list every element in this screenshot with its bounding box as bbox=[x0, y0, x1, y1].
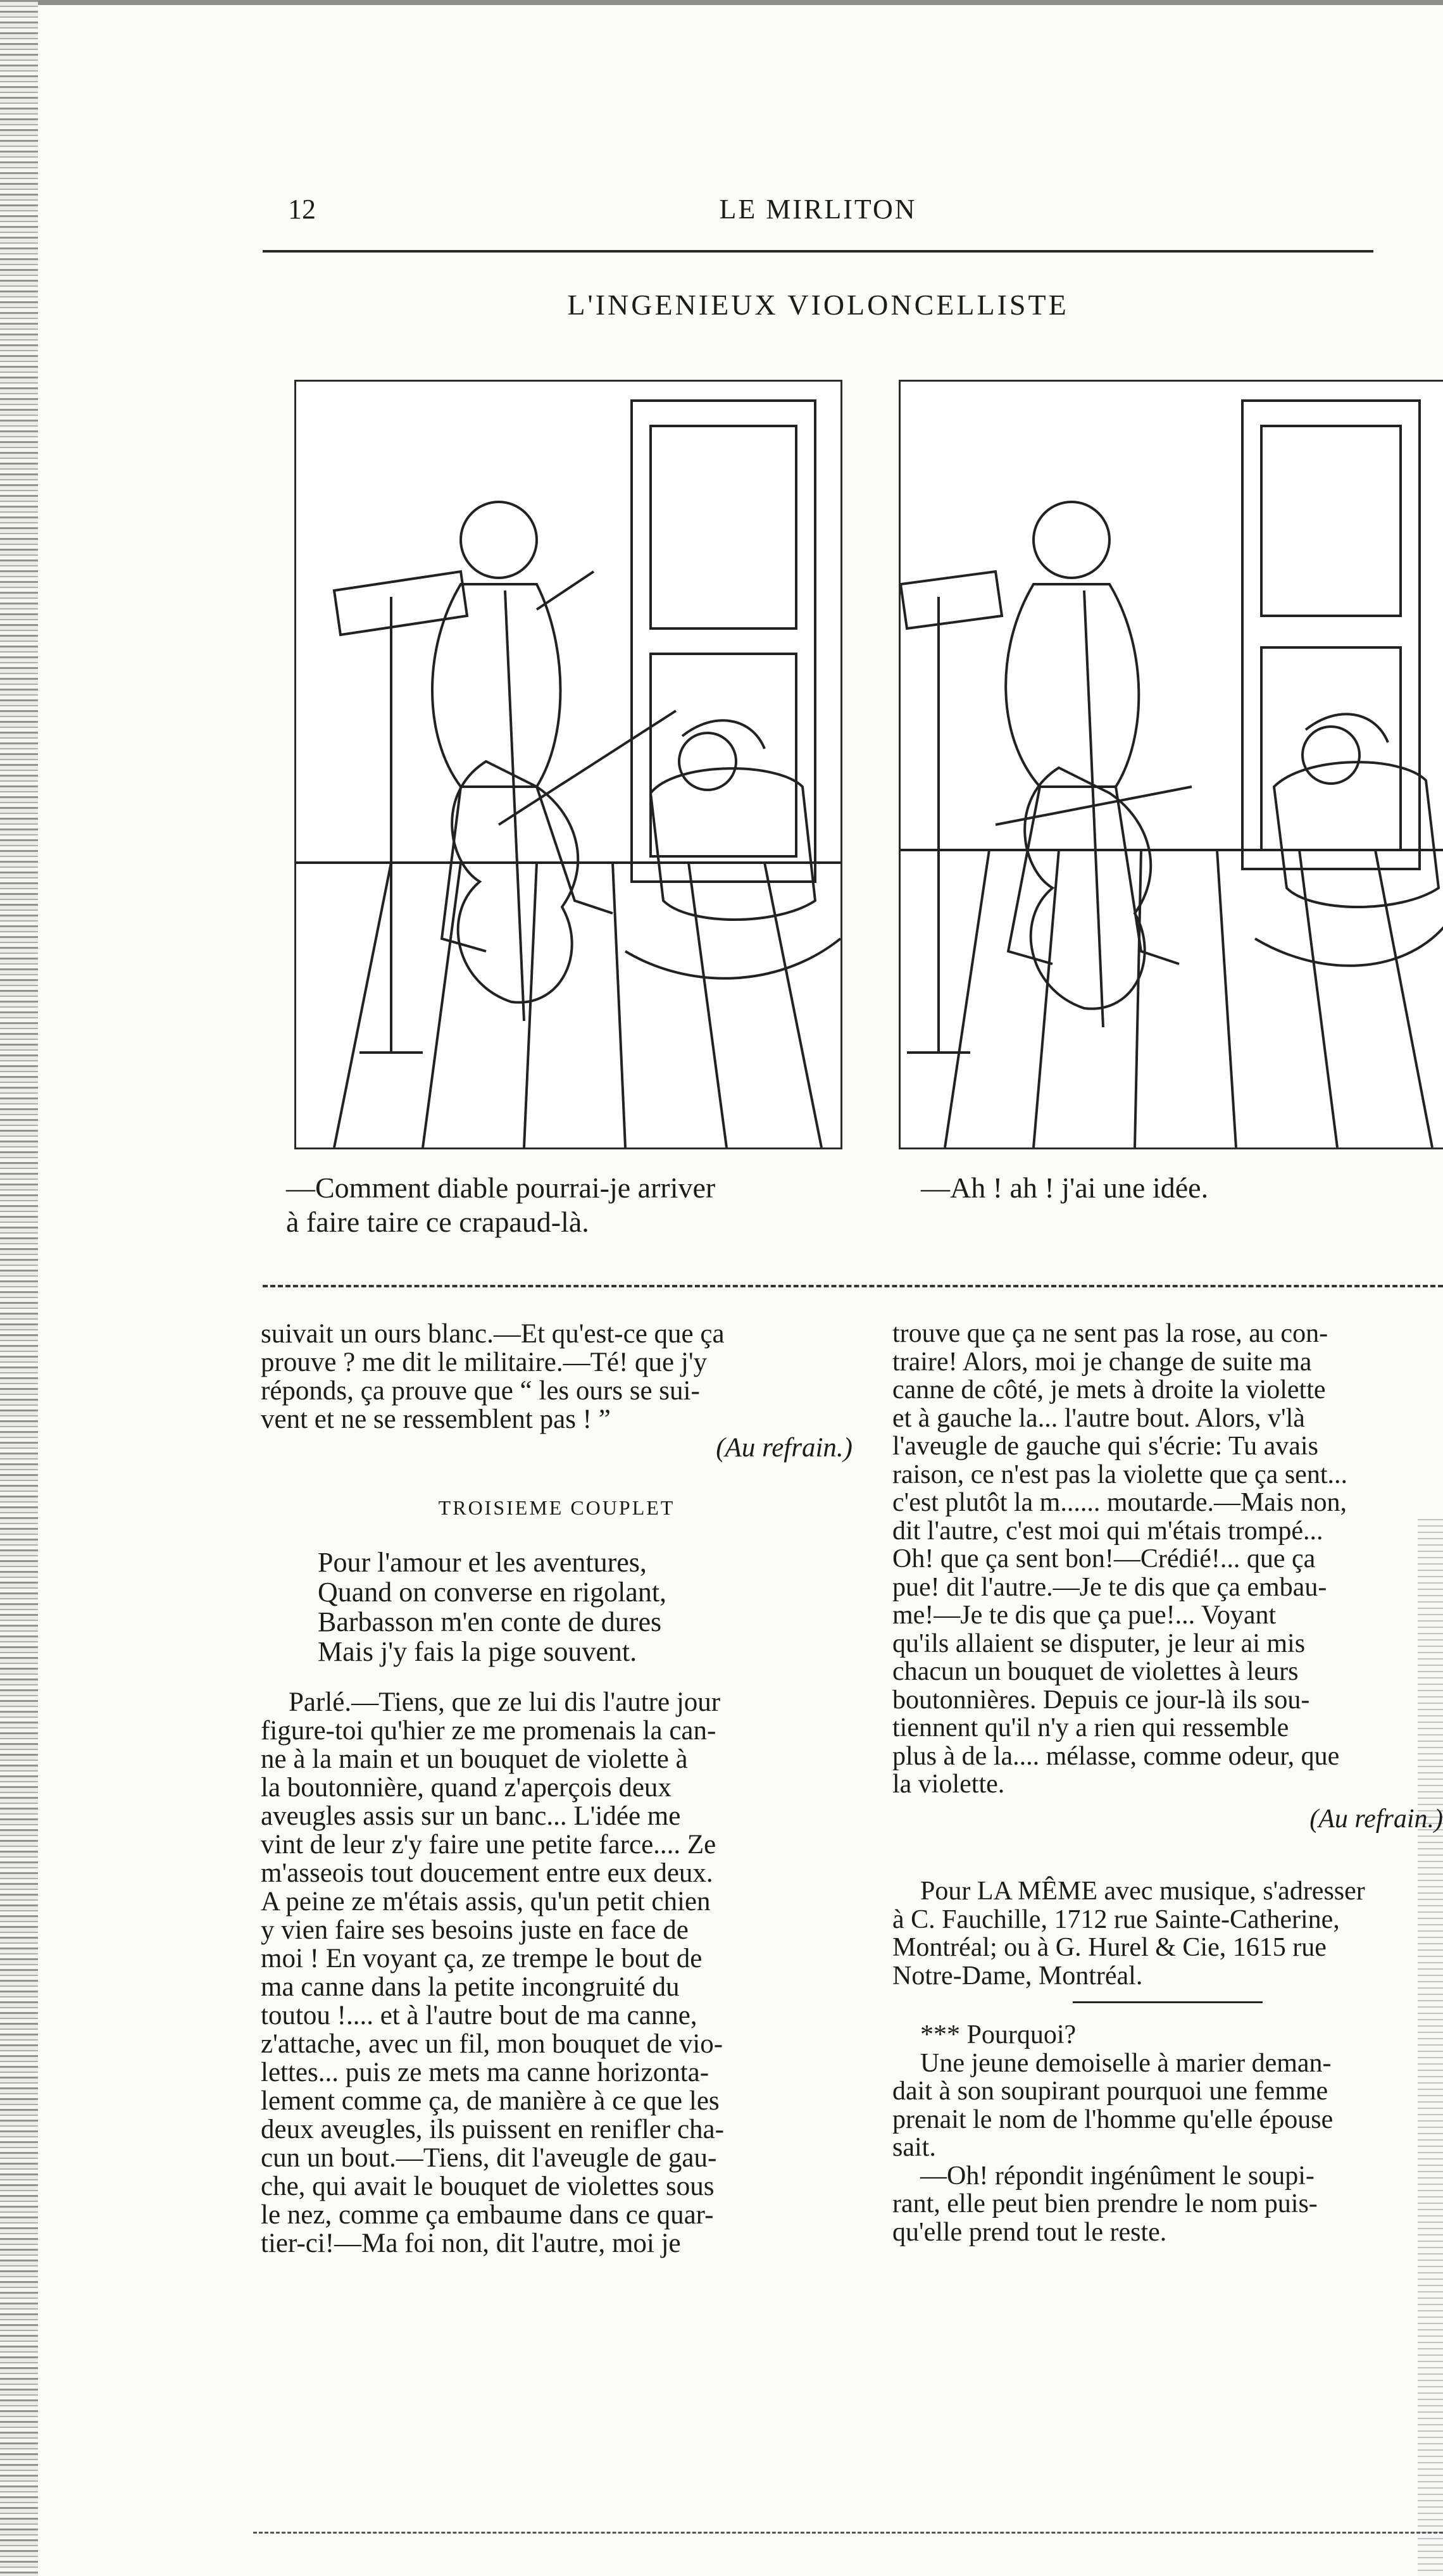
text-line: raison, ce n'est pas la violette que ça sent... bbox=[892, 1460, 1347, 1489]
small-divider bbox=[1073, 2001, 1263, 2003]
verse-line: Barbasson m'en conte de dures bbox=[318, 1606, 662, 1637]
section-heading: TROISIEME COUPLET bbox=[438, 1496, 675, 1519]
notice-line: à C. Fauchille, 1712 rue Sainte-Catherine, bbox=[892, 1904, 1340, 1934]
notice-line: Notre-Dame, Montréal. bbox=[892, 1961, 1143, 1991]
text-column-right bbox=[892, 1320, 1443, 2246]
text-line: lettes... puis ze mets ma canne horizonta- bbox=[261, 2058, 709, 2087]
text-line: trouve que ça ne sent pas la rose, au con- bbox=[892, 1319, 1328, 1348]
text-line: y vien faire ses besoins juste en face de bbox=[261, 1915, 689, 1945]
text-line: tiennent qu'il n'y a rien qui ressemble bbox=[892, 1713, 1289, 1742]
caption-line: —Ah ! ah ! j'ai une idée. bbox=[921, 1172, 1209, 1204]
text-line: canne de côté, je mets à droite la violette bbox=[892, 1375, 1326, 1404]
text-line: deux aveugles, ils puissent en renifler cha- bbox=[261, 2115, 724, 2144]
verse bbox=[261, 1547, 853, 1666]
spacer bbox=[892, 1833, 1443, 1877]
text-line: qu'ils allaient se disputer, je leur ai mis bbox=[892, 1629, 1306, 1658]
text-line: prouve ? me dit le militaire.—Té! que j'y bbox=[261, 1347, 708, 1377]
joke-title: *** Pourquoi? bbox=[920, 2020, 1077, 2049]
text-line: dit l'autre, c'est moi qui m'étais trompé... bbox=[892, 1516, 1323, 1546]
text-line: c'est plutôt la m...... moutarde.—Mais non, bbox=[892, 1488, 1347, 1517]
text-line: m'asseois tout doucement entre eux deux. bbox=[261, 1858, 713, 1888]
caption-right bbox=[921, 1171, 1427, 1205]
text-line: moi ! En voyant ça, ze trempe le bout de bbox=[261, 1944, 703, 1973]
refrain-note: (Au refrain.) bbox=[1309, 1804, 1443, 1834]
text-line: vent et ne se ressemblent pas ! ” bbox=[261, 1404, 611, 1434]
text-line: ma canne dans la petite incongruité du bbox=[261, 1972, 680, 2002]
notice-line: Montréal; ou à G. Hurel & Cie, 1615 rue bbox=[892, 1933, 1327, 1962]
spacer bbox=[261, 1666, 853, 1688]
text-line: figure-toi qu'hier ze me promenais la can- bbox=[261, 1716, 716, 1746]
text-line: aveugles assis sur un banc... L'idée me bbox=[261, 1801, 681, 1831]
text-line: l'aveugle de gauche qui s'écrie: Tu avais bbox=[892, 1432, 1318, 1461]
illustration-right bbox=[899, 380, 1443, 1149]
text-line: Oh! que ça sent bon!—Crédié!... que ça bbox=[892, 1544, 1316, 1573]
page-edge-left bbox=[0, 0, 38, 2576]
page-number: 12 bbox=[288, 194, 316, 225]
verse-line: Mais j'y fais la pige souvent. bbox=[318, 1636, 637, 1667]
bottom-divider bbox=[253, 2532, 1443, 2534]
illustration-left bbox=[294, 380, 842, 1149]
header-rule bbox=[263, 250, 1373, 253]
text-line: vint de leur z'y faire une petite farce.... Ze bbox=[261, 1830, 716, 1860]
text-line: cun un bout.—Tiens, dit l'aveugle de gau- bbox=[261, 2143, 717, 2173]
notice-line: Pour LA MÊME avec musique, s'adresser bbox=[920, 1877, 1365, 1906]
text-line: A peine ze m'étais assis, qu'un petit chien bbox=[261, 1887, 711, 1916]
section-divider bbox=[263, 1285, 1443, 1287]
text-line: che, qui avait le bouquet de violettes sous bbox=[261, 2172, 715, 2201]
verse-line: Pour l'amour et les aventures, bbox=[318, 1547, 647, 1578]
caption-left bbox=[286, 1171, 856, 1239]
joke-line: prenait le nom de l'homme qu'elle épouse bbox=[892, 2104, 1334, 2134]
text-line: ne à la main et un bouquet de violette à bbox=[261, 1744, 688, 1774]
text-line: z'attache, avec un fil, mon bouquet de vio- bbox=[261, 2029, 723, 2059]
text-line: pue! dit l'autre.—Je te dis que ça embau- bbox=[892, 1572, 1327, 1602]
joke-line: Une jeune demoiselle à marier deman- bbox=[920, 2048, 1332, 2078]
text-line: la violette. bbox=[892, 1770, 1005, 1799]
page-edge-top bbox=[38, 0, 1443, 5]
text-line: tier-ci!—Ma foi non, dit l'autre, moi je bbox=[261, 2229, 681, 2258]
joke-line: sait. bbox=[892, 2133, 936, 2162]
text-column-left bbox=[261, 1320, 853, 2258]
joke-line: qu'elle prend tout le reste. bbox=[892, 2217, 1167, 2247]
text-line: la boutonnière, quand z'aperçois deux bbox=[261, 1773, 672, 1803]
text-line: lement comme ça, de manière à ce que les bbox=[261, 2086, 720, 2116]
joke-line: dait à son soupirant pourquoi une femme bbox=[892, 2077, 1328, 2106]
caption-line: —Comment diable pourrai-je arriver bbox=[286, 1172, 716, 1204]
joke-line: —Oh! répondit ingénûment le soupi- bbox=[920, 2161, 1315, 2191]
text-line: toutou !.... et à l'autre bout de ma canne, bbox=[261, 2001, 697, 2030]
text-line: me!—Je te dis que ça pue!... Voyant bbox=[892, 1601, 1277, 1630]
text-line: le nez, comme ça embaume dans ce quar- bbox=[261, 2200, 714, 2230]
verse-line: Quand on converse en rigolant, bbox=[318, 1577, 667, 1608]
text-line: Parlé.—Tiens, que ze lui dis l'autre jour bbox=[289, 1687, 721, 1717]
caption-line: à faire taire ce crapaud-là. bbox=[286, 1206, 589, 1238]
text-line: plus à de la.... mélasse, comme odeur, que bbox=[892, 1741, 1340, 1771]
text-line: traire! Alors, moi je change de suite ma bbox=[892, 1347, 1312, 1377]
text-line: et à gauche la... l'autre bout. Alors, v'là bbox=[892, 1403, 1305, 1433]
running-head: LE MIRLITON bbox=[719, 194, 917, 225]
text-line: suivait un ours blanc.—Et qu'est-ce que ça bbox=[261, 1319, 725, 1349]
joke-line: rant, elle peut bien prendre le nom puis- bbox=[892, 2189, 1318, 2218]
page-header bbox=[263, 190, 1373, 241]
text-line: chacun un bouquet de violettes à leurs bbox=[892, 1657, 1299, 1686]
illustration-left-drawing bbox=[296, 382, 840, 1147]
text-line: réponds, ça prouve que “ les ours se sui- bbox=[261, 1376, 700, 1406]
refrain-note: (Au refrain.) bbox=[716, 1433, 853, 1463]
article-title: L'INGENIEUX VIOLONCELLISTE bbox=[567, 289, 1069, 321]
illustration-right-drawing bbox=[901, 382, 1443, 1147]
text-line: boutonnières. Depuis ce jour-là ils sou- bbox=[892, 1685, 1310, 1715]
